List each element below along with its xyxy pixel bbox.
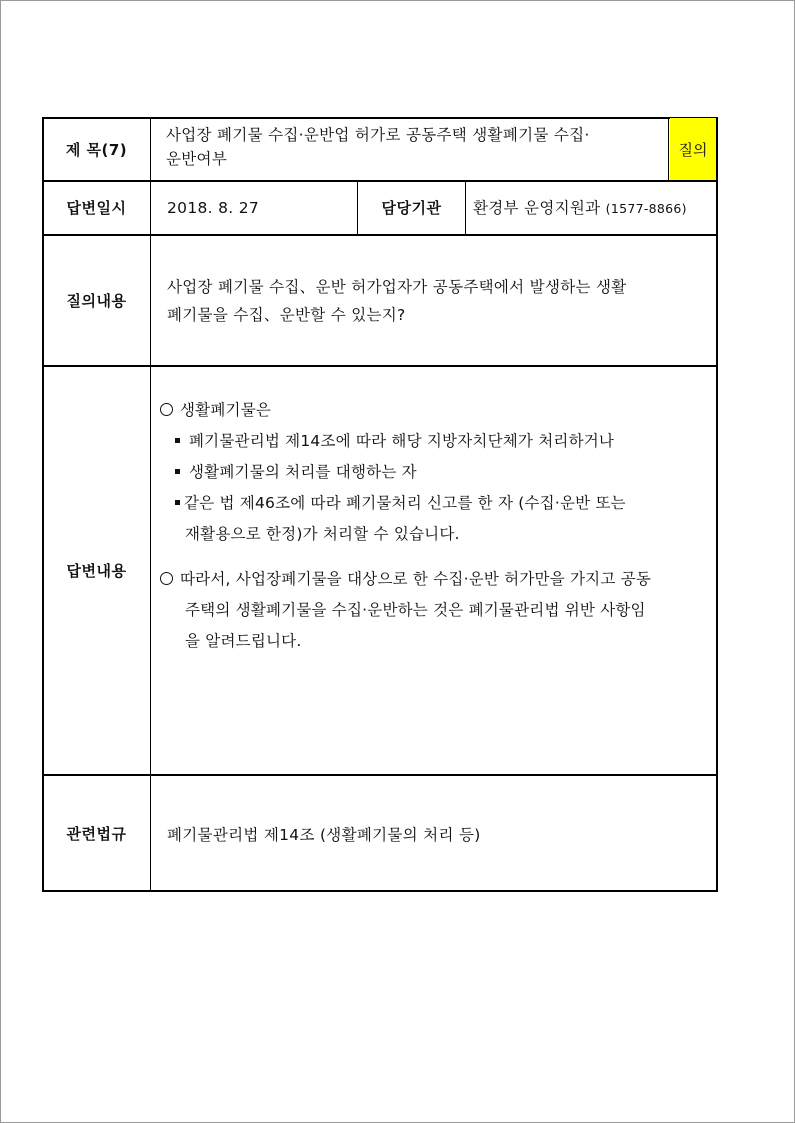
answer-conclusion-line2: 주택의 생활폐기물을 수집·운반하는 것은 폐기물관리법 위반 사항임 xyxy=(185,601,646,619)
related-law-value: 폐기물관리법 제14조 (생활폐기물의 처리 등) xyxy=(167,826,481,844)
related-law-label: 관련법규 xyxy=(66,824,127,843)
answer-bullet xyxy=(175,460,417,484)
department-value xyxy=(473,196,687,221)
question-line1: 사업장 폐기물 수집、운반 허가업자가 공동주택에서 발생하는 생활 xyxy=(167,278,627,296)
department-name: 환경부 운영지원과 xyxy=(473,199,601,217)
answer-conclusion-line3: 을 알려드립니다. xyxy=(185,632,302,650)
qa-table xyxy=(42,117,718,892)
question-line2: 폐기물을 수집、운반할 수 있는지? xyxy=(167,306,406,324)
circle-bullet-icon xyxy=(160,572,173,585)
table-right-border xyxy=(716,117,718,892)
badge-divider xyxy=(668,117,669,180)
date-row-divider xyxy=(465,180,466,234)
title-text-line2: 운반여부 xyxy=(166,150,228,168)
answer-conclusion xyxy=(160,567,651,591)
answer-bullet xyxy=(175,429,614,453)
answer-bullet3-line2: 재활용으로 한정)가 처리할 수 있습니다. xyxy=(185,525,460,543)
department-phone: (1577-8866) xyxy=(605,201,687,216)
question-badge: 질의 xyxy=(670,118,716,180)
answer-intro-text: 생활폐기물은 xyxy=(180,401,272,419)
department-label: 담당기관 xyxy=(381,199,442,217)
question-text xyxy=(167,275,707,327)
answer-bullet1-text: 폐기물관리법 제14조에 따라 해당 지방자치단체가 처리하거나 xyxy=(189,432,615,450)
title-label: 제 목(7) xyxy=(65,141,128,159)
square-bullet-icon xyxy=(175,469,180,474)
answer-conclusion-line1: 따라서, 사업장폐기물을 대상으로 한 수집·운반 허가만을 가지고 공동 xyxy=(180,570,651,588)
answer-bullet3-line1: 같은 법 제46조에 따라 폐기물처리 신고를 한 자 (수집·운반 또는 xyxy=(184,494,626,512)
square-bullet-icon xyxy=(175,500,180,505)
table-bottom-border xyxy=(42,890,718,892)
title-text-line1: 사업장 폐기물 수집·운반업 허가로 공동주택 생활폐기물 수집· xyxy=(166,126,590,144)
circle-bullet-icon xyxy=(160,403,173,416)
answer-bullet2-text: 생활폐기물의 처리를 대행하는 자 xyxy=(189,463,417,481)
answer-label: 답변내용 xyxy=(66,562,127,580)
answer-date-value: 2018. 8. 27 xyxy=(167,199,260,217)
answer-bullet xyxy=(175,491,626,515)
title-text xyxy=(166,123,666,171)
question-label: 질의내용 xyxy=(66,291,127,310)
answer-intro xyxy=(160,398,271,422)
answer-date-label: 답변일시 xyxy=(66,199,127,217)
square-bullet-icon xyxy=(175,438,180,443)
